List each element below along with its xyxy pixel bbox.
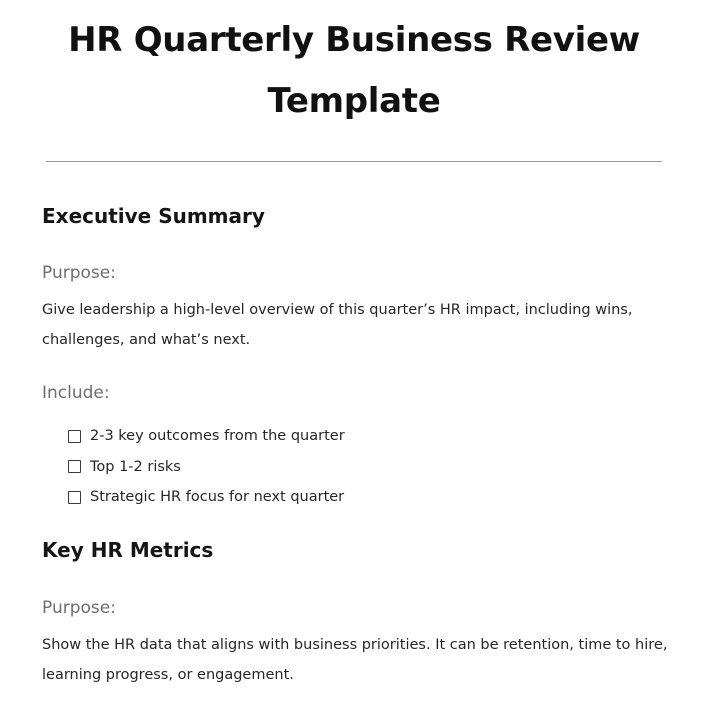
checklist-item[interactable]: [68, 452, 345, 483]
executive-summary-checklist: [68, 421, 345, 513]
checkbox[interactable]: [68, 430, 81, 443]
checklist-item-label: 2-3 key outcomes from the quarter: [90, 428, 345, 445]
checklist-item-label: Top 1-2 risks: [90, 458, 181, 475]
key-hr-metrics-purpose-text: Show the HR data that aligns with business priorities. It can be retention, time to hire, learning progress, or engagement.: [42, 637, 668, 683]
document-title-line-2: Template: [267, 81, 441, 121]
checkbox[interactable]: [68, 460, 81, 473]
checklist-item[interactable]: [68, 421, 345, 452]
checklist-item-label: Strategic HR focus for next quarter: [90, 489, 345, 506]
executive-summary-include-label: Include:: [42, 383, 110, 403]
title-divider: [46, 161, 662, 162]
checklist-item[interactable]: [68, 482, 345, 513]
key-hr-metrics-heading: Key HR Metrics: [42, 538, 214, 562]
executive-summary-purpose-text: Give leadership a high-level overview of this quarter’s HR impact, including wins, challenges, and what’s next.: [42, 302, 633, 348]
document-title: [0, 10, 708, 132]
checkbox[interactable]: [68, 491, 81, 504]
executive-summary-purpose-label: Purpose:: [42, 263, 116, 283]
document-title-line-1: HR Quarterly Business Review: [68, 20, 640, 60]
executive-summary-heading: Executive Summary: [42, 204, 265, 228]
key-hr-metrics-purpose-label: Purpose:: [42, 598, 116, 618]
